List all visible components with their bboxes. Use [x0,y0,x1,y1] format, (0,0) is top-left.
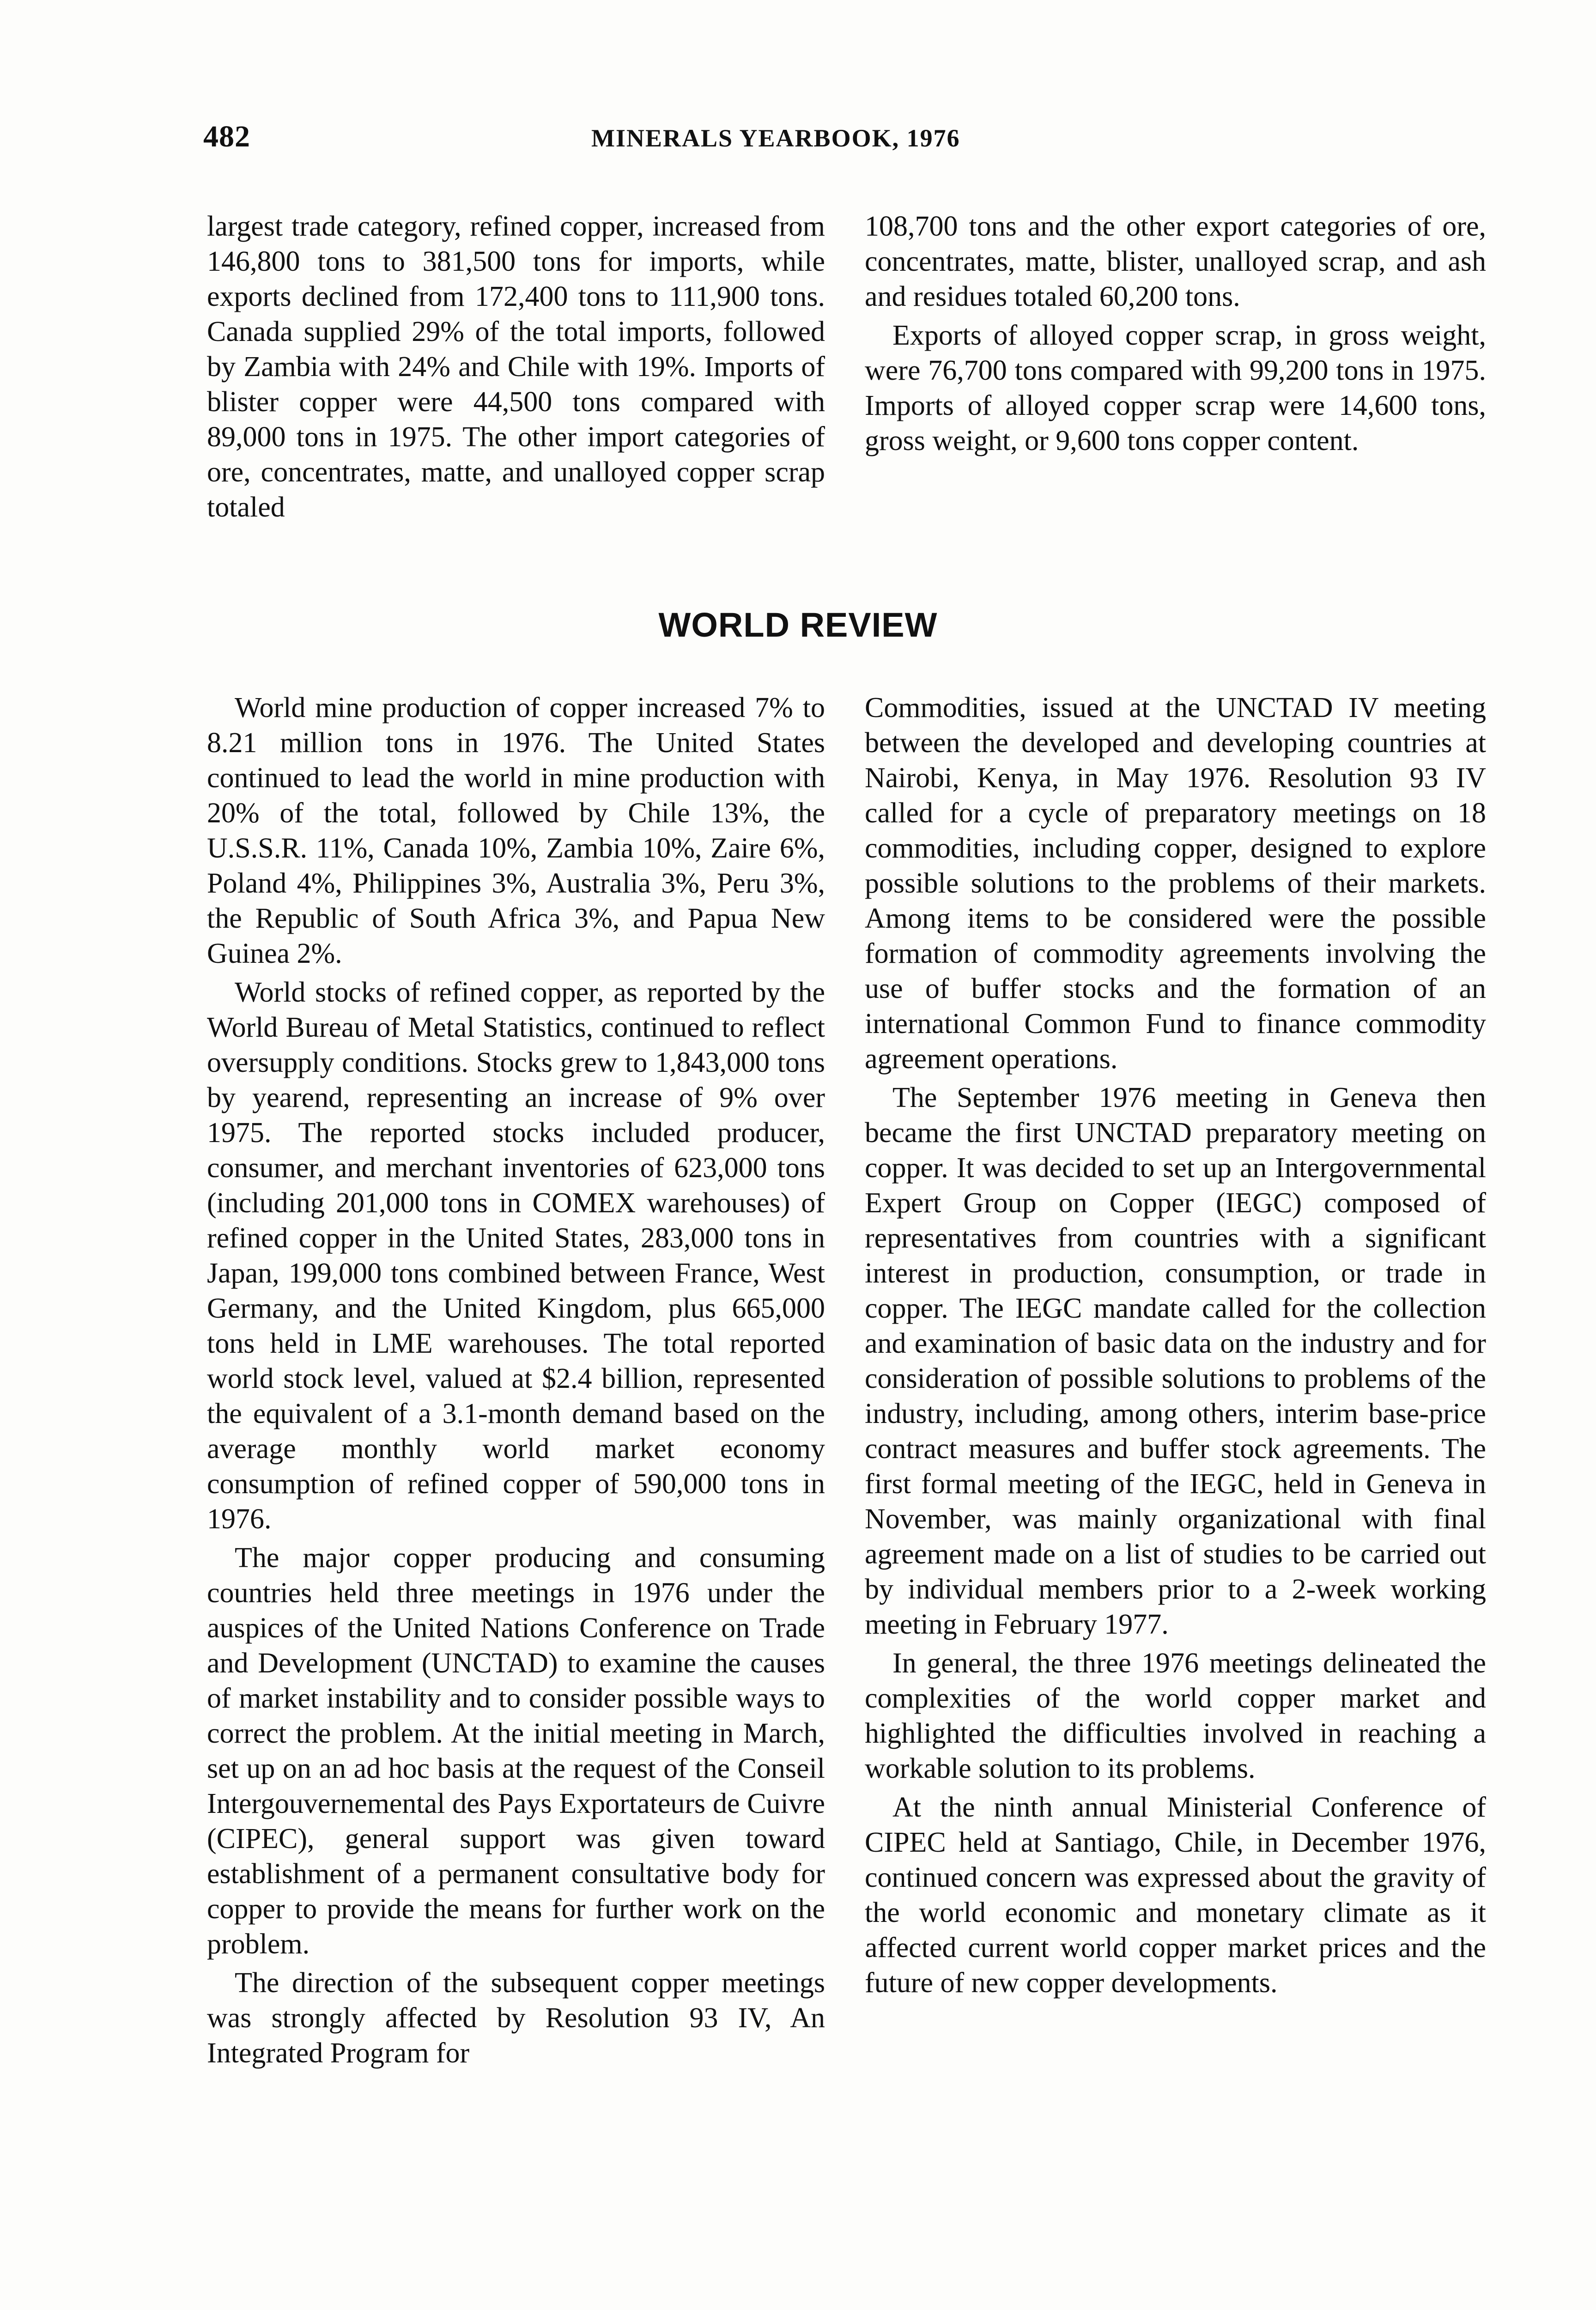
world-review-right-column [865,690,1486,2000]
top-right-column [865,209,1486,458]
paragraph: 108,700 tons and the other export categories of ore, concentrates, matte, blister, unalloyed scrap, and ash and residues totaled 60,200 tons. [865,211,1486,312]
top-left-column [207,209,825,525]
paragraph: In general, the three 1976 meetings delineated the complexities of the world copper market and highlighted the difficulties involved in reaching a workable solution to its problems. [865,1647,1486,1784]
paragraph: World mine production of copper increased 7% to 8.21 million tons in 1976. The United States continued to lead the world in mine production with 20% of the total, followed by Chile 13%, the U.S.S.R. 11%, Canada 10%, Zambia 10%, Zaire 6%, Poland 4%, Philippines 3%, Australia 3%, Peru 3%, the Republic of South Africa 3%, and Papua New Guinea 2%. [207,692,825,969]
paragraph: Exports of alloyed copper scrap, in gross weight, were 76,700 tons compared with 99,200 tons in 1975. Imports of alloyed copper scrap were 14,600 tons, gross weight, or 9,600 tons copper content. [865,320,1486,456]
paragraph: The direction of the subsequent copper meetings was strongly affected by Resolution 93 IV, An Integrated Program for [207,1967,825,2069]
page-number: 482 [203,120,250,153]
paragraph: World stocks of refined copper, as reported by the World Bureau of Metal Statistics, continued to reflect oversupply conditions. Stocks grew to 1,843,000 tons by yearend, representing an increase of 9% over 1975. The reported stocks included producer, consumer, and merchant inventories of 623,000 tons (including 201,000 tons in COMEX warehouses) of refined copper in the United States, 283,000 tons in Japan, 199,000 tons combined between France, West Germany, and the United Kingdom, plus 665,000 tons held in LME warehouses. The total reported world stock level, valued at $2.4 billion, represented the equivalent of a 3.1-month demand based on the average monthly world market economy consumption of refined copper of 590,000 tons in 1976. [207,977,825,1535]
paragraph: The September 1976 meeting in Geneva then became the first UNCTAD preparatory meeting on copper. It was decided to set up an Intergovernmental Expert Group on Copper (IEGC) composed of representatives from countries with a significant interest in production, consumption, or trade in copper. The IEGC mandate called for the collection and examination of basic data on the industry and for consideration of possible solutions to problems of the industry, including, among others, interim base-price contract measures and buffer stock agreements. The first formal meeting of the IEGC, held in Geneva in November, was mainly organizational with final agreement made on a list of studies to be carried out by individual members prior to a 2-week working meeting in February 1977. [865,1082,1486,1640]
paragraph: At the ninth annual Ministerial Conference of CIPEC held at Santiago, Chile, in December 1976, continued concern was expressed about the gravity of the world economic and monetary climate as it affected current world copper market prices and the future of new copper developments. [865,1792,1486,1999]
running-title: MINERALS YEARBOOK, 1976 [591,124,960,152]
paragraph: The major copper producing and consuming countries held three meetings in 1976 under the auspices of the United Nations Conference on Trade and Development (UNCTAD) to examine the causes of market instability and to consider possible ways to correct the problem. At the initial meeting in March, set up on an ad hoc basis at the request of the Conseil Intergouvernemental des Pays Exportateurs de Cuivre (CIPEC), general support was given toward establishment of a permanent consultative body for copper to provide the means for further work on the problem. [207,1542,825,1960]
world-review-left-column [207,690,825,2071]
section-heading: WORLD REVIEW [658,606,938,644]
paragraph: Commodities, issued at the UNCTAD IV meeting between the developed and developing countries at Nairobi, Kenya, in May 1976. Resolution 93 IV called for a cycle of preparatory meetings on 18 commodities, including copper, designed to explore possible solutions to the problems of their markets. Among items to be considered were the possible formation of commodity agreements involving the use of buffer stocks and the formation of an international Common Fund to finance commodity agreement operations. [865,692,1486,1075]
paragraph: largest trade category, refined copper, increased from 146,800 tons to 381,500 tons for imports, while exports declined from 172,400 tons to 111,900 tons. Canada supplied 29% of the total imports, followed by Zambia with 24% and Chile with 19%. Imports of blister copper were 44,500 tons compared with 89,000 tons in 1975. The other import categories of ore, concentrates, matte, and unalloyed copper scrap totaled [207,211,825,523]
